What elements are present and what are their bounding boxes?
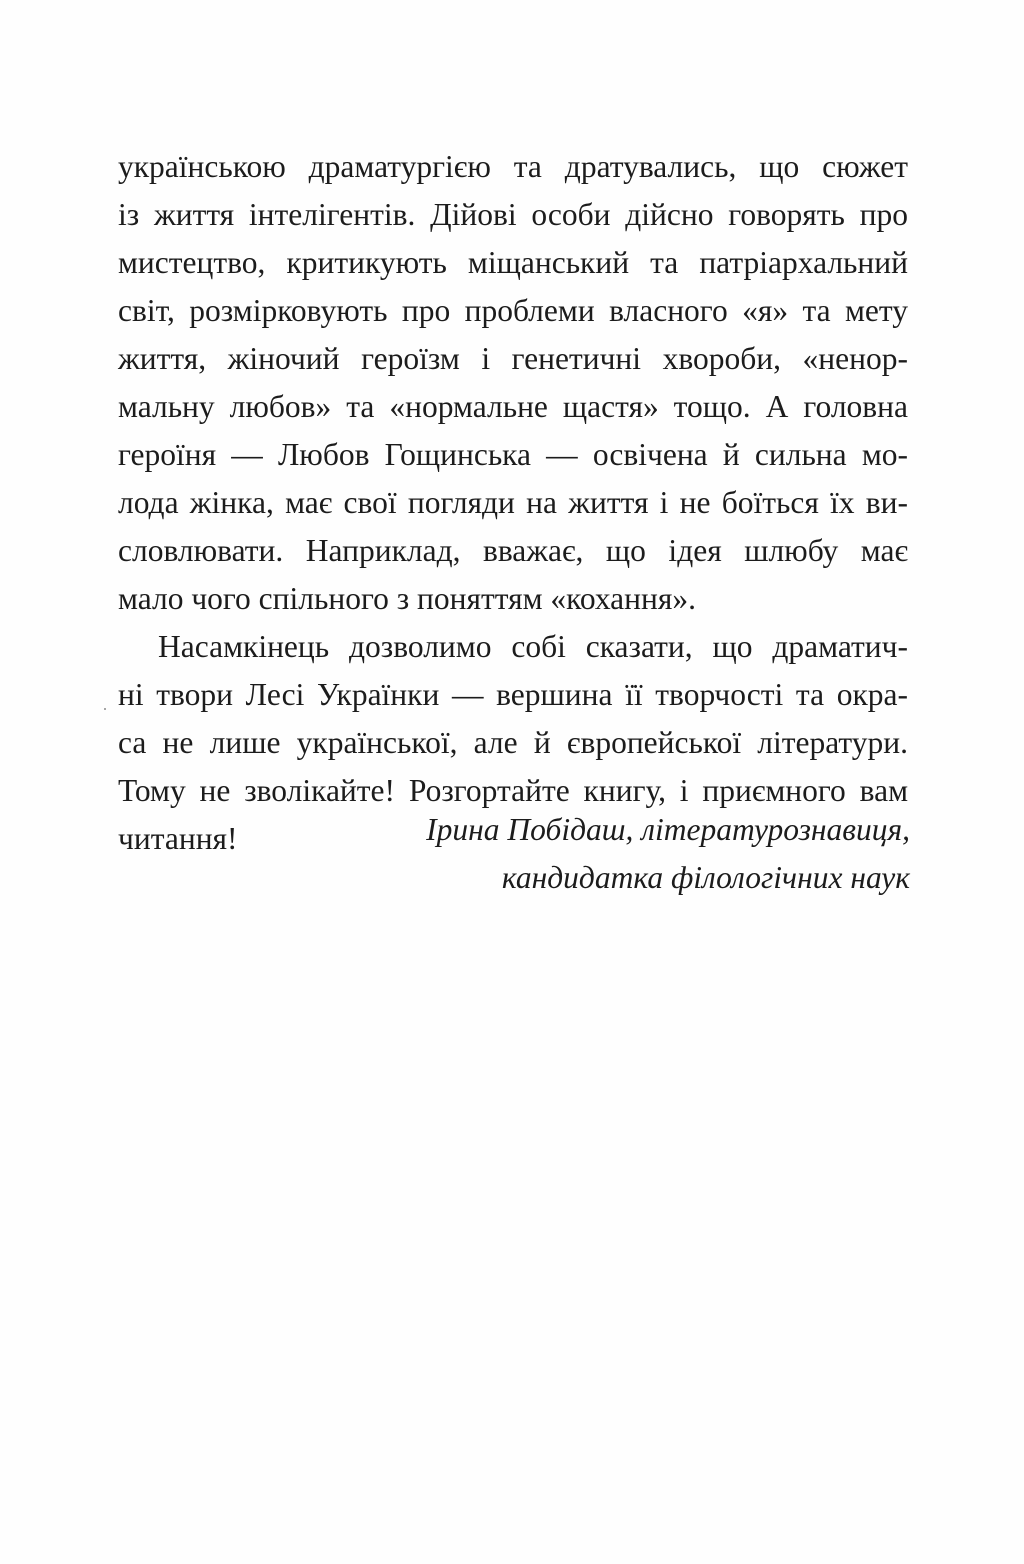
paragraph-line: із життя інтелігентів. Дійові особи дійсно говорять про — [118, 197, 908, 232]
paragraph-line: світ, розмірковують про проблеми власного «я» та мету — [118, 293, 908, 328]
paragraph-line: мало чого спільного з поняттям «кохання». — [118, 581, 696, 616]
paragraph-line: лода жінка, має свої погляди на життя і не боїться їх ви- — [118, 485, 908, 520]
paragraph-line: мистецтво, критикують міщанський та патріархальний — [118, 245, 908, 280]
paragraph-line: са не лише української, але й європейської літератури. — [118, 725, 908, 760]
paragraph-line: Тому не зволікайте! Розгортайте книгу, і приємного вам — [118, 773, 908, 808]
paragraph-line: словлювати. Наприклад, вважає, що ідея шлюбу має — [118, 533, 908, 568]
signature-name-line: Ірина Побідаш, літературознавиця, — [426, 812, 910, 847]
paragraph-line: читання! — [118, 821, 238, 856]
signature-title-line: кандидатка філологічних наук — [501, 860, 910, 895]
paragraph-1 — [118, 143, 908, 623]
author-signature — [290, 806, 910, 902]
paragraph-line: Насамкінець дозволимо собі сказати, що драматич- — [158, 629, 908, 664]
paragraph-line: героїня — Любов Гощинська — освічена й сильна мо- — [118, 437, 908, 472]
paragraph-line: життя, жіночий героїзм і генетичні хвороби, «ненор- — [118, 341, 908, 376]
paragraph-line: ні твори Лесі Українки — вершина її творчості та окра- — [118, 677, 908, 712]
paragraph-line: українською драматургією та дратувались, що сюжет — [118, 149, 908, 184]
print-speck — [104, 708, 106, 710]
paragraph-line: мальну любов» та «нормальне щастя» тощо. А головна — [118, 389, 908, 424]
body-text — [118, 143, 908, 863]
